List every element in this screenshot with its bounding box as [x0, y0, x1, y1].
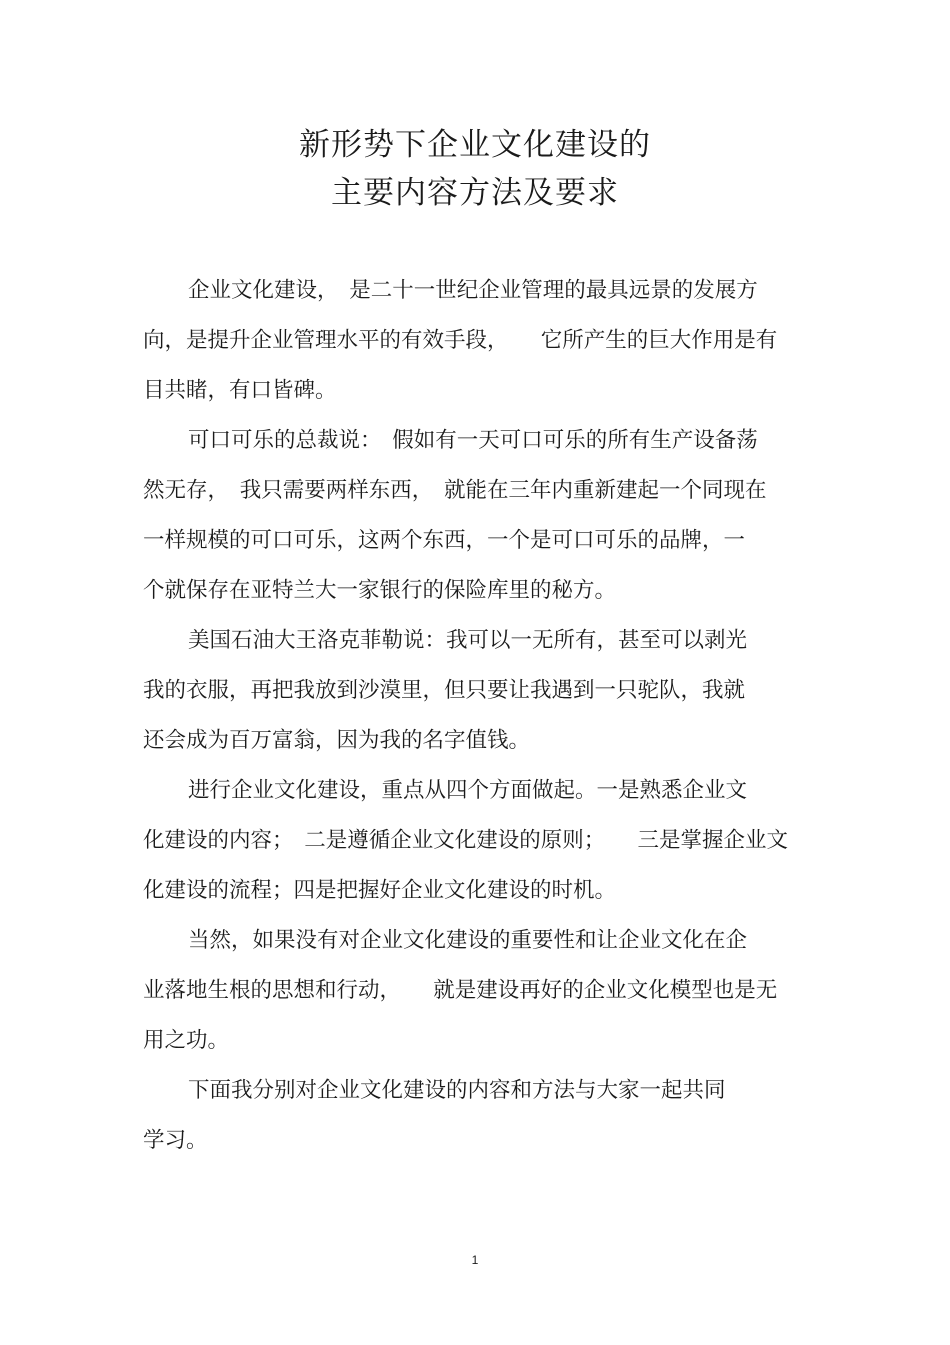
body-line: 化建设的流程；四是把握好企业文化建设的时机。 — [143, 878, 617, 903]
body-line: 下面我分别对企业文化建设的内容和方法与大家一起共同 — [188, 1078, 726, 1103]
body-line: 可口可乐的总裁说： 假如有一天可口可乐的所有生产设备荡 — [188, 428, 758, 453]
body-line: 一样规模的可口可乐，这两个东西，一个是可口可乐的品牌，一 — [143, 528, 746, 553]
body-line: 我的衣服，再把我放到沙漠里，但只要让我遇到一只驼队，我就 — [143, 678, 746, 703]
body-line: 学习。 — [143, 1128, 208, 1153]
body-line: 业落地生根的思想和行动， 就是建设再好的企业文化模型也是无 — [143, 978, 778, 1003]
body-line: 美国石油大王洛克菲勒说：我可以一无所有，甚至可以剥光 — [188, 628, 748, 653]
body-line: 进行企业文化建设，重点从四个方面做起。一是熟悉企业文 — [188, 778, 748, 803]
body-line: 化建设的内容； 二是遵循企业文化建设的原则； 三是掌握企业文 — [143, 828, 789, 853]
body-line: 还会成为百万富翁，因为我的名字值钱。 — [143, 728, 531, 753]
body-line: 用之功。 — [143, 1028, 230, 1053]
body-line: 向，是提升企业管理水平的有效手段， 它所产生的巨大作用是有 — [143, 328, 778, 353]
body-line: 当然，如果没有对企业文化建设的重要性和让企业文化在企 — [188, 928, 748, 953]
body-line: 目共睹，有口皆碑。 — [143, 378, 337, 403]
body-line: 企业文化建设， 是二十一世纪企业管理的最具远景的发展方 — [188, 278, 758, 303]
body-line: 个就保存在亚特兰大一家银行的保险库里的秘方。 — [143, 578, 617, 603]
page-number: 1 — [471, 1253, 479, 1267]
document-title-line-1: 新形势下企业文化建设的 — [299, 127, 651, 163]
document-title-line-2: 主要内容方法及要求 — [331, 175, 619, 211]
body-line: 然无存， 我只需要两样东西， 就能在三年内重新建起一个同现在 — [143, 478, 767, 503]
